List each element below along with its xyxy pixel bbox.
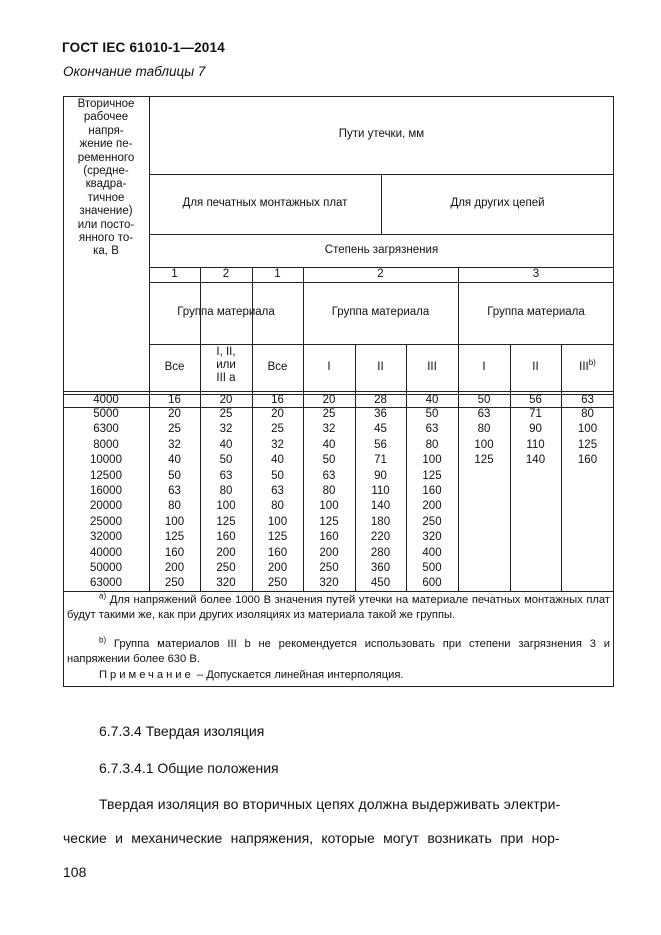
section-heading-6-7-3-4: 6.7.3.4 Твердая изоляция xyxy=(99,723,265,739)
footnote-b-ref: b) xyxy=(588,358,596,368)
note-label: Примечание xyxy=(99,669,194,681)
pollution-degree-3: 3 xyxy=(532,268,540,280)
table-note xyxy=(99,668,610,683)
footnote-a-marker: a) xyxy=(99,591,107,601)
pollution-degree-2b: 2 xyxy=(377,268,384,280)
table-column-values: 50 63 80 100 125 160 200 250 320 400 500 600 xyxy=(422,408,442,590)
footnote-a-text: Для напряжений более 1000 В значения путей утечки на материале печатных монтажных плат будут такими же, как при других изоляциях из материала такой же группы. xyxy=(67,594,610,621)
subcol-i-1: I xyxy=(327,361,331,373)
pollution-degree-1a: 1 xyxy=(171,268,178,280)
table-column-values: 36 45 56 71 90 110 140 180 220 280 360 450 xyxy=(370,408,391,590)
table-cell: 63 xyxy=(581,394,594,406)
material-group-header-2: Группа материала xyxy=(331,306,430,318)
footnote-a xyxy=(67,593,610,622)
table-column-values: 25 32 40 50 63 80 100 125 160 200 250 320 xyxy=(319,408,339,590)
footnote-b-text: Группа материалов III b не рекомендуется использовать при степени загрязнения 3 и напряжении более 630 В. xyxy=(67,638,610,665)
subcol-iii-2 xyxy=(561,358,614,375)
table-cell: 28 xyxy=(374,394,387,406)
pcb-header: Для печатных монтажных плат xyxy=(182,197,348,209)
other-circuits-header: Для других цепей xyxy=(450,197,545,209)
table-column-values: 71 90 110 140 xyxy=(525,408,546,467)
table-column-values: 63 80 100 125 xyxy=(474,408,494,467)
subcol-all-1: Все xyxy=(164,361,185,373)
pollution-degree-1b: 1 xyxy=(274,268,281,280)
subcol-iii-1: III xyxy=(427,361,437,373)
pollution-degree-2a: 2 xyxy=(222,268,230,280)
subcol-ii-2: II xyxy=(532,361,539,373)
page-number: 108 xyxy=(63,864,87,880)
table-cell: 56 xyxy=(529,394,542,406)
material-group-header-3: Группа материала xyxy=(487,306,585,318)
paragraph-line-1: Твердая изоляция во вторичных цепях должна выдерживать электри- xyxy=(99,796,561,812)
document-standard-header: ГОСТ IEC 61010-1—2014 xyxy=(62,40,225,55)
creepage-table xyxy=(63,96,614,687)
paragraph-line-2: ческие и механические напряжения, которые могут возникать при нор- xyxy=(63,830,560,846)
subcol-iii-2-label: III xyxy=(579,361,589,373)
table-column-values: 25 32 40 50 63 80 100 125 160 200 250 320 xyxy=(216,408,236,590)
material-group-header-1: Группа материала xyxy=(177,306,275,318)
table-cell: 20 xyxy=(219,394,233,406)
table-cell: 50 xyxy=(477,394,491,406)
table-cell: 4000 xyxy=(93,394,119,406)
table-column-values: 80 100 125 160 xyxy=(577,408,598,467)
table-column-values: 5000 6300 8000 10000 12500 16000 20000 25000 32000 40000 50000 63000 xyxy=(90,408,122,590)
subcol-ii-1: II xyxy=(377,361,384,373)
subcol-i-ii-iiia: I, II, или III а xyxy=(216,346,236,385)
table-cell: 16 xyxy=(168,394,181,406)
table-cell: 16 xyxy=(271,394,284,406)
footnote-b-marker: b) xyxy=(99,635,107,645)
creepage-header: Пути утечки, мм xyxy=(338,128,425,140)
table-cell: 40 xyxy=(425,394,439,406)
footnote-b xyxy=(67,637,610,666)
table-continuation-caption: Окончание таблицы 7 xyxy=(63,64,206,79)
table-cell: 20 xyxy=(322,394,336,406)
subcol-i-2: I xyxy=(482,361,486,373)
subcol-all-2: Все xyxy=(267,361,288,373)
voltage-column-header: Вторичное рабочее напря- жение пе- ременного (средне- квадра- тичное значение) или посто- янного то- ка, В xyxy=(77,98,135,258)
section-heading-6-7-3-4-1: 6.7.3.4.1 Общие положения xyxy=(99,760,279,776)
pollution-degree-header: Степень загрязнения xyxy=(324,244,439,256)
note-text: – Допускается линейная интерполяция. xyxy=(193,669,404,681)
table-column-values: 20 25 32 40 50 63 80 100 125 160 200 250 xyxy=(267,408,288,590)
table-column-values: 20 25 32 40 50 63 80 100 125 160 200 250 xyxy=(164,408,185,590)
